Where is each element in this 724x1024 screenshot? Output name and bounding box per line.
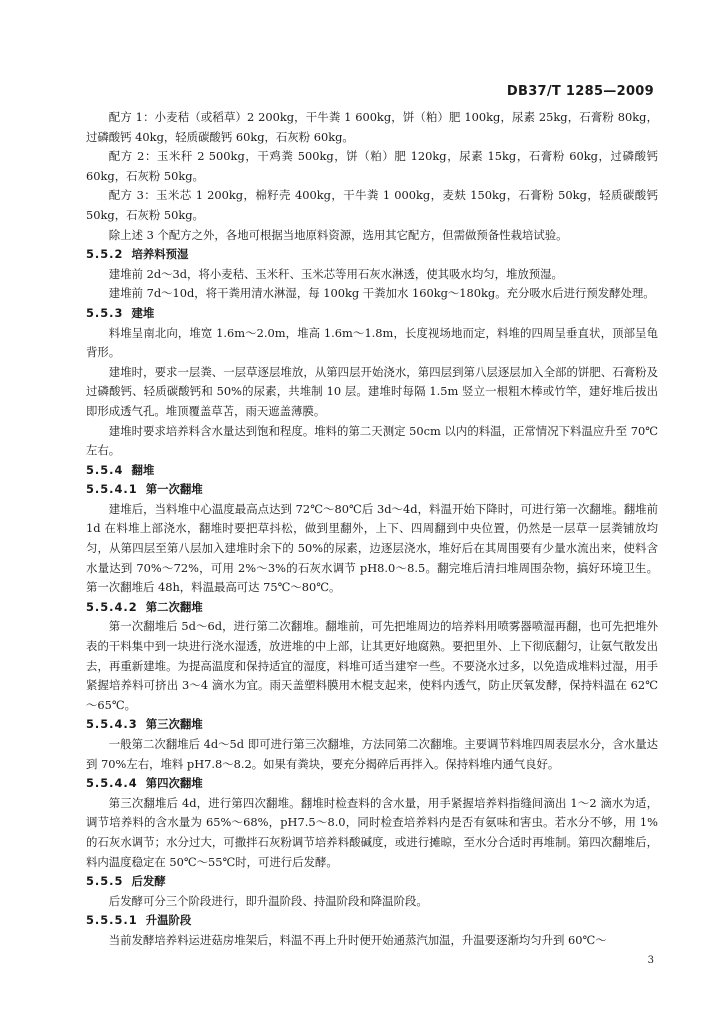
section-heading <box>86 304 658 324</box>
section-title: 建堆 <box>131 305 155 320</box>
section-title: 升温阶段 <box>145 913 192 928</box>
paragraph: 除上述 3 个配方之外，各地可根据当地原料资源，选用其它配方，但需做预备性栽培试验。 <box>108 227 568 242</box>
section-title: 第三次翻堆 <box>145 717 203 732</box>
section-heading <box>86 911 658 931</box>
section-title: 翻堆 <box>131 462 155 477</box>
section-title: 第一次翻堆 <box>145 482 203 497</box>
section-title: 第二次翻堆 <box>145 599 203 614</box>
paragraph: 配方 1：小麦秸（或稻草）2 200kg，干牛粪 1 600kg，饼（粕）肥 100kg，尿素 25kg，石膏粉 80kg，过磷酸钙 40kg，轻质碳酸钙 60kg，石灰粉 60kg。 <box>86 110 658 144</box>
paragraph: 配方 2：玉米秆 2 500kg，干鸡粪 500kg，饼（粕）肥 120kg，尿素 15kg，石膏粉 60kg，过磷酸钙 60kg，石灰粉 50kg。 <box>86 149 658 183</box>
paragraph: 配方 3：玉米芯 1 200kg，棉籽壳 400kg，干牛粪 1 000kg，麦麸 150kg，石膏粉 50kg，轻质碳酸钙 50kg，石灰粉 50kg。 <box>86 188 658 222</box>
section-number: 5.5.3 <box>86 305 124 320</box>
section-title: 第四次翻堆 <box>145 776 203 791</box>
section-heading <box>86 245 658 265</box>
section-number: 5.5.4.2 <box>86 599 138 614</box>
section-heading <box>86 774 658 794</box>
paragraph: 第三次翻堆后 4d，进行第四次翻堆。翻堆时检查料的含水量，用手紧握培养料指缝间滴出 1～2 滴水为适，调节培养料的含水量为 65%～68%，pH7.5～8.0，同时检查培养料内是否有氨味和害虫。若水分不够，用 1%的石灰水调节；水分过大，可撒拌石灰粉调节培养料酸碱度，或进行摊晾，至水分合适时再堆制。第四次翻堆后，料内温度稳定在 50℃～55℃时，可进行后发酵。 <box>86 795 658 869</box>
paragraph: 第一次翻堆后 5d～6d，进行第二次翻堆。翻堆前，可先把堆周边的培养料用喷雾器喷湿再翻，也可先把堆外表的干料集中到一块进行浇水湿透，放进堆的中上部，让其更好地腐熟。要把里外、上下彻底翻匀，让氨气散发出去，再重新建堆。为提高温度和保持适宜的湿度，料堆可适当建窄一些。不要浇水过多，以免造成堆料过湿，用手紧握培养料可挤出 3～4 滴水为宜。雨天盖塑料膜用木棍支起来，使料内透气，防止厌氧发酵，保持料温在 62℃～65℃。 <box>86 619 658 712</box>
section-heading <box>86 872 658 892</box>
paragraph: 当前发酵培养料运进菇房堆架后，料温不再上升时便开始通蒸汽加温，升温要逐渐均匀升到 60℃～ <box>108 932 607 947</box>
section-number: 5.5.4.4 <box>86 776 138 791</box>
paragraph: 建堆前 2d～3d，将小麦秸、玉米秆、玉米芯等用石灰水淋透，使其吸水均匀，堆放预湿。 <box>108 266 563 281</box>
paragraph: 后发酵可分三个阶段进行，即升温阶段、持温阶段和降温阶段。 <box>108 893 428 908</box>
paragraph: 一般第二次翻堆后 4d～5d 即可进行第三次翻堆，方法同第二次翻堆。主要调节料堆四周表层水分，含水量达到 70%左右，堆料 pH7.8～8.2。如果有粪块，要充分揭碎后再拌入。保持料堆内通气良好。 <box>86 737 658 771</box>
section-title: 后发酵 <box>131 874 166 889</box>
paragraph: 建堆时，要求一层粪、一层草逐层堆放，从第四层开始浇水，第四层到第八层逐层加入全部的饼肥、石膏粉及过磷酸钙、轻质碳酸钙和 50%的尿素，共堆制 10 层。建堆时每隔 1.5m 竖立一根粗木棒或竹竿，建好堆后拔出即形成透气孔。堆顶覆盖草苫，雨天遮盖薄膜。 <box>86 364 658 418</box>
section-number: 5.5.4 <box>86 462 124 477</box>
standard-code: DB37/T 1285—2009 <box>506 84 654 99</box>
paragraph: 建堆时要求培养料含水量达到饱和程度。堆料的第二天测定 50cm 以内的料温，正常情况下料温应升至 70℃左右。 <box>86 423 658 458</box>
paragraph: 料堆呈南北向，堆宽 1.6m～2.0m，堆高 1.6m～1.8m，长度视场地而定，料堆的四周呈垂直状，顶部呈龟背形。 <box>86 325 658 360</box>
paragraph: 建堆前 7d～10d，将干粪用清水淋湿，每 100kg 干粪加水 160kg～180kg。充分吸水后进行预发酵处理。 <box>108 286 655 301</box>
section-number: 5.5.2 <box>86 247 124 262</box>
section-number: 5.5.4.3 <box>86 717 138 732</box>
section-number: 5.5.5 <box>86 874 124 889</box>
section-heading <box>86 461 658 481</box>
section-heading <box>86 598 658 618</box>
section-title: 培养料预湿 <box>131 247 189 262</box>
section-number: 5.5.4.1 <box>86 482 138 497</box>
section-heading <box>86 480 658 500</box>
page-number: 3 <box>647 955 654 966</box>
section-number: 5.5.5.1 <box>86 913 138 928</box>
section-heading <box>86 715 658 735</box>
paragraph: 建堆后，当料堆中心温度最高点达到 72℃～80℃后 3d～4d，料温开始下降时，可进行第一次翻堆。翻堆前 1d 在料堆上部浇水，翻堆时要把草抖松，做到里翻外，上下、四周翻到中央位置，仍然是一层草一层粪铺放均匀，从第四层至第八层加入建堆时余下的 50%的尿素，边逐层浇水，堆好后在其周围要有少量水流出来，使料含水量达到 70%～72%，可用 2%～3%的石灰水调节 pH8.0～8.5。翻完堆后清扫堆周围杂物，搞好环境卫生。第一次翻堆后 48h，料温最高可达 75℃～80℃。 <box>86 501 658 595</box>
document-body <box>86 108 658 951</box>
